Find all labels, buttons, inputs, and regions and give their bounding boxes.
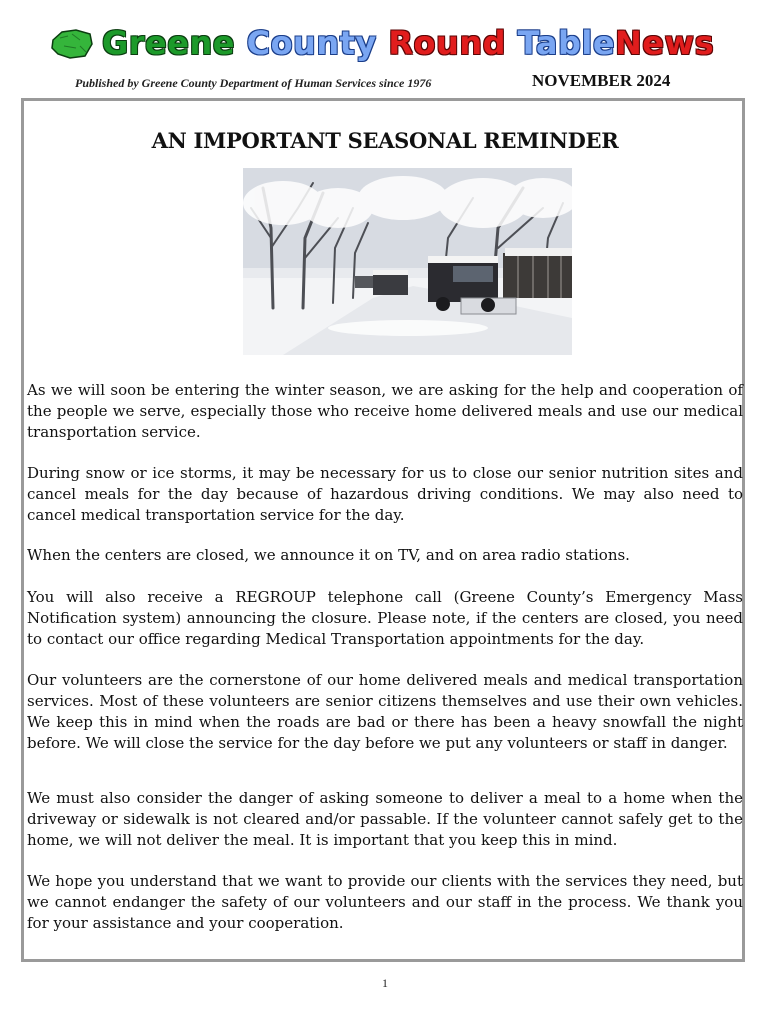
paragraph-7: We hope you understand that we want to provide our clients with the services they need, but we cannot endanger the safety of our volunteers and our staff in the process. We thank you for your assistance and your cooperation. <box>27 872 743 932</box>
newsletter-title <box>102 22 714 64</box>
title-part-greene: Greene <box>102 24 247 62</box>
page-number: 1 <box>382 976 388 990</box>
publisher-line: Published by Greene County Department of Human Services since 1976 <box>75 76 432 90</box>
paragraph-4: You will also receive a REGROUP telephone call (Greene County’s Emergency Mass Notification system) announcing the closure. Please note, if the centers are closed, you need to contact our office regarding Medical Transportation appointments for the day. <box>27 588 743 648</box>
snowy-street-snowplow-photo <box>243 168 572 355</box>
paragraph-5: Our volunteers are the cornerstone of our home delivered meals and medical transportation services. Most of these volunteers are senior citizens themselves and use their own vehicles. We keep this in mind when the roads are bad or there has been a heavy snowfall the night before. We will close the service for the day before we put any volunteers or staff in danger. <box>27 671 743 752</box>
masthead <box>0 0 770 98</box>
article-headline: AN IMPORTANT SEASONAL REMINDER <box>151 128 619 153</box>
paragraph-3: When the centers are closed, we announce it on TV, and on area radio stations. <box>27 546 630 564</box>
paragraph-1: As we will soon be entering the winter season, we are asking for the help and cooperation of the people we serve, especially those who receive home delivered meals and use our medical transportation service. <box>27 381 743 441</box>
issue-date: NOVEMBER 2024 <box>532 71 671 90</box>
title-part-county: County <box>246 24 389 62</box>
title-part-news: News <box>615 24 715 62</box>
title-part-table: Table <box>517 24 616 62</box>
paragraph-6: We must also consider the danger of asking someone to deliver a meal to a home when the driveway or sidewalk is not cleared and/or passable. If the volunteer cannot safely get to the home, we will not deliver the meal. It is important that you keep this in mind. <box>27 789 743 849</box>
title-part-round: Round <box>388 24 518 62</box>
paragraph-2: During snow or ice storms, it may be necessary for us to close our senior nutrition sites and cancel meals for the day because of hazardous driving conditions. We may also need to cancel medical transportation service for the day. <box>27 464 743 524</box>
county-map-icon <box>50 28 94 60</box>
